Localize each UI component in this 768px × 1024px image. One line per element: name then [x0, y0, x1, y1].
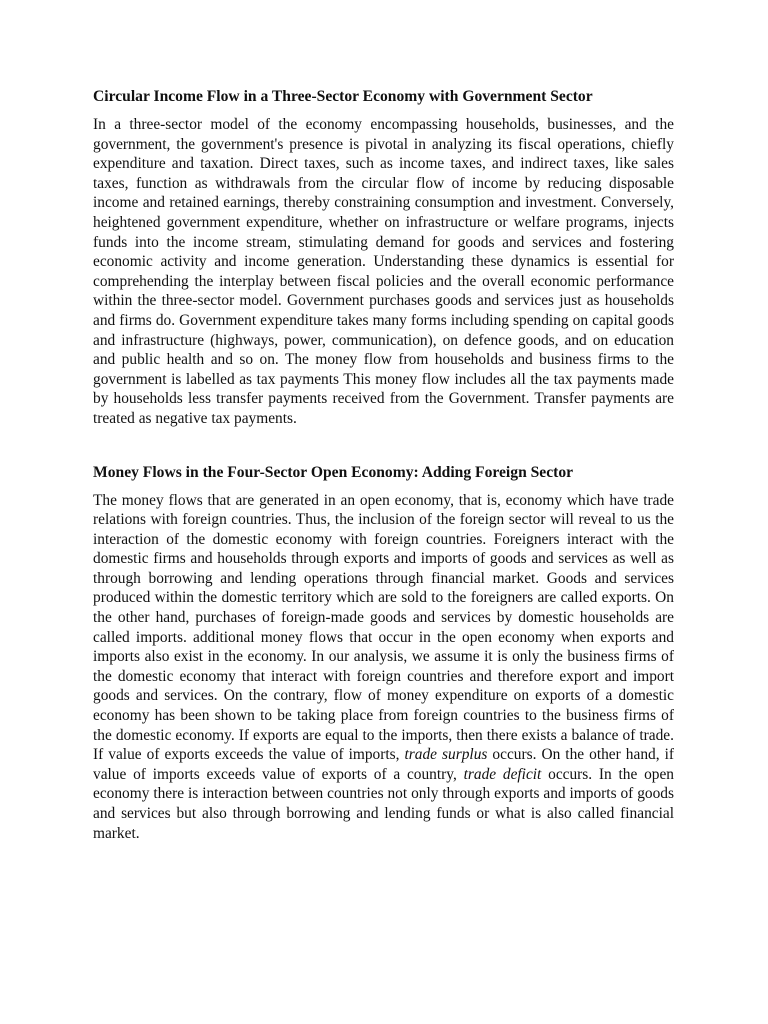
section-paragraph	[93, 491, 674, 844]
paragraph-text: occurs. In the open economy there is interaction between countries not only through exports and imports of goods and services but also through borrowing and lending funds or what is also called financial market.	[93, 765, 674, 842]
paragraph-text: The money flows that are generated in an open economy, that is, economy which have trade relations with foreign countries. Thus, the inclusion of the foreign sector will reveal to us the interaction of the domestic economy with foreign countries. Foreigners interact with the domestic firms and households through exports and imports of goods and services as well as through borrowing and lending operations through financial market. Goods and services produced within the domestic territory which are sold to the foreigners are called exports. On the other hand, purchases of foreign-made goods and services by domestic households are called imports. additional money flows that occur in the open economy when exports and imports also exist in the economy. In our analysis, we assume it is only the business firms of the domestic economy that interact with foreign countries and therefore export and import goods and services. On the contrary, flow of money expenditure on exports of a domestic economy has been shown to be taking place from foreign countries to the business firms of the domestic economy. If exports are equal to the imports, then there exists a balance of trade. If value of exports exceeds the value of imports,	[93, 491, 674, 764]
section-four-sector	[93, 462, 674, 844]
document-page	[93, 86, 674, 843]
section-heading: Money Flows in the Four-Sector Open Economy: Adding Foreign Sector	[93, 463, 574, 481]
section-paragraph: In a three-sector model of the economy encompassing households, businesses, and the government, the government's presence is pivotal in analyzing its fiscal operations, chiefly expenditure and taxation. Direct taxes, such as income taxes, and indirect taxes, like sales taxes, function as withdrawals from the circular flow of income by reducing disposable income and retained earnings, thereby constraining consumption and investment. Conversely, heightened government expenditure, whether on infrastructure or welfare programs, injects funds into the income stream, stimulating demand for goods and services and fostering economic activity and income generation. Understanding these dynamics is essential for comprehending the interplay between fiscal policies and the overall economic performance within the three-sector model. Government purchases goods and services just as households and firms do. Government expenditure takes many forms including spending on capital goods and infrastructure (highways, power, communication), on defence goods, and on education and public health and so on. The money flow from households and business firms to the government is labelled as tax payments This money flow includes all the tax payments made by households less transfer payments received from the Government. Transfer payments are treated as negative tax payments.	[93, 116, 674, 427]
section-spacer	[93, 429, 674, 462]
paragraph-text: occurs. On the other hand, if value of imports exceeds value of exports of a country,	[93, 746, 674, 783]
term-trade-deficit: trade deficit	[463, 765, 542, 783]
term-trade-surplus: trade surplus	[404, 746, 488, 764]
section-three-sector	[93, 86, 674, 429]
section-heading: Circular Income Flow in a Three-Sector Economy with Government Sector	[93, 88, 593, 105]
